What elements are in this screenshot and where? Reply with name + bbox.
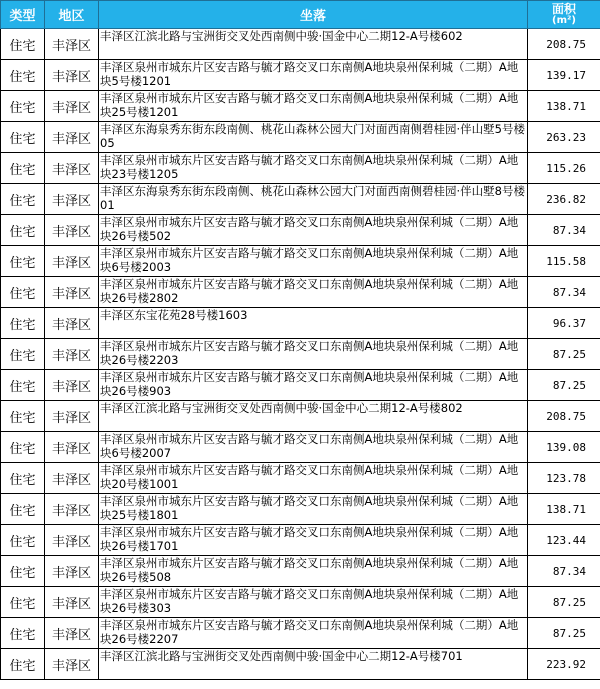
cell-area: 123.44 <box>528 525 600 556</box>
cell-district: 丰泽区 <box>45 649 99 680</box>
cell-area: 115.26 <box>528 153 600 184</box>
cell-type: 住宅 <box>1 308 45 339</box>
header-address: 坐落 <box>99 1 528 29</box>
cell-address: 丰泽区泉州市城东片区安吉路与毓才路交叉口东南侧A地块泉州保利城（二期）A地块26号楼508 <box>99 556 528 587</box>
cell-address: 丰泽区泉州市城东片区安吉路与毓才路交叉口东南侧A地块泉州保利城（二期）A地块6号楼2007 <box>99 432 528 463</box>
table-row <box>1 184 600 215</box>
cell-area: 208.75 <box>528 401 600 432</box>
cell-area: 87.34 <box>528 556 600 587</box>
cell-type: 住宅 <box>1 29 45 60</box>
cell-area: 208.75 <box>528 29 600 60</box>
table-row <box>1 401 600 432</box>
cell-type: 住宅 <box>1 215 45 246</box>
cell-address: 丰泽区东海泉秀东街东段南侧、桃花山森林公园大门对面西南侧碧桂园·伴山墅8号楼01 <box>99 184 528 215</box>
cell-area: 87.34 <box>528 215 600 246</box>
cell-district: 丰泽区 <box>45 339 99 370</box>
header-area-label: 面积 <box>551 1 576 16</box>
cell-district: 丰泽区 <box>45 370 99 401</box>
table-row <box>1 525 600 556</box>
cell-address: 丰泽区泉州市城东片区安吉路与毓才路交叉口东南侧A地块泉州保利城（二期）A地块25号楼1801 <box>99 494 528 525</box>
cell-area: 96.37 <box>528 308 600 339</box>
cell-type: 住宅 <box>1 370 45 401</box>
header-area <box>528 1 600 29</box>
table-row <box>1 29 600 60</box>
cell-address: 丰泽区泉州市城东片区安吉路与毓才路交叉口东南侧A地块泉州保利城（二期）A地块26号楼2207 <box>99 618 528 649</box>
cell-area: 223.92 <box>528 649 600 680</box>
cell-address: 丰泽区江滨北路与宝洲街交叉处西南侧中骏·国金中心二期12-A号楼802 <box>99 401 528 432</box>
cell-address: 丰泽区江滨北路与宝洲街交叉处西南侧中骏·国金中心二期12-A号楼701 <box>99 649 528 680</box>
cell-district: 丰泽区 <box>45 277 99 308</box>
header-row <box>1 1 600 29</box>
cell-area: 139.08 <box>528 432 600 463</box>
cell-area: 138.71 <box>528 494 600 525</box>
cell-address: 丰泽区东宝花苑28号楼1603 <box>99 308 528 339</box>
table-row <box>1 649 600 680</box>
cell-type: 住宅 <box>1 91 45 122</box>
cell-district: 丰泽区 <box>45 308 99 339</box>
table-row <box>1 60 600 91</box>
cell-type: 住宅 <box>1 153 45 184</box>
table-row <box>1 494 600 525</box>
header-type: 类型 <box>1 1 45 29</box>
table-row <box>1 277 600 308</box>
cell-area: 87.25 <box>528 339 600 370</box>
cell-district: 丰泽区 <box>45 587 99 618</box>
cell-district: 丰泽区 <box>45 618 99 649</box>
cell-address: 丰泽区泉州市城东片区安吉路与毓才路交叉口东南侧A地块泉州保利城（二期）A地块20号楼1001 <box>99 463 528 494</box>
cell-district: 丰泽区 <box>45 29 99 60</box>
cell-address: 丰泽区泉州市城东片区安吉路与毓才路交叉口东南侧A地块泉州保利城（二期）A地块26号楼2203 <box>99 339 528 370</box>
cell-address: 丰泽区东海泉秀东街东段南侧、桃花山森林公园大门对面西南侧碧桂园·伴山墅5号楼05 <box>99 122 528 153</box>
cell-district: 丰泽区 <box>45 153 99 184</box>
table-row <box>1 618 600 649</box>
cell-area: 87.25 <box>528 587 600 618</box>
cell-area: 138.71 <box>528 91 600 122</box>
table-row <box>1 370 600 401</box>
cell-type: 住宅 <box>1 277 45 308</box>
cell-area: 87.25 <box>528 370 600 401</box>
cell-district: 丰泽区 <box>45 432 99 463</box>
cell-type: 住宅 <box>1 246 45 277</box>
cell-address: 丰泽区泉州市城东片区安吉路与毓才路交叉口东南侧A地块泉州保利城（二期）A地块25号楼1201 <box>99 91 528 122</box>
header-area-unit: (m²) <box>552 14 576 26</box>
cell-type: 住宅 <box>1 525 45 556</box>
cell-type: 住宅 <box>1 494 45 525</box>
cell-area: 236.82 <box>528 184 600 215</box>
cell-address: 丰泽区泉州市城东片区安吉路与毓才路交叉口东南侧A地块泉州保利城（二期）A地块5号楼1201 <box>99 60 528 91</box>
cell-address: 丰泽区江滨北路与宝洲街交叉处西南侧中骏·国金中心二期12-A号楼602 <box>99 29 528 60</box>
cell-district: 丰泽区 <box>45 215 99 246</box>
table-row <box>1 308 600 339</box>
cell-type: 住宅 <box>1 618 45 649</box>
cell-address: 丰泽区泉州市城东片区安吉路与毓才路交叉口东南侧A地块泉州保利城（二期）A地块26号楼502 <box>99 215 528 246</box>
table-row <box>1 215 600 246</box>
cell-district: 丰泽区 <box>45 494 99 525</box>
cell-area: 263.23 <box>528 122 600 153</box>
cell-district: 丰泽区 <box>45 246 99 277</box>
cell-area: 87.25 <box>528 618 600 649</box>
cell-type: 住宅 <box>1 60 45 91</box>
table-body <box>1 29 600 680</box>
cell-type: 住宅 <box>1 184 45 215</box>
cell-area: 123.78 <box>528 463 600 494</box>
cell-area: 87.34 <box>528 277 600 308</box>
cell-type: 住宅 <box>1 587 45 618</box>
table-row <box>1 153 600 184</box>
cell-type: 住宅 <box>1 432 45 463</box>
cell-type: 住宅 <box>1 339 45 370</box>
cell-address: 丰泽区泉州市城东片区安吉路与毓才路交叉口东南侧A地块泉州保利城（二期）A地块23号楼1205 <box>99 153 528 184</box>
cell-address: 丰泽区泉州市城东片区安吉路与毓才路交叉口东南侧A地块泉州保利城（二期）A地块6号楼2003 <box>99 246 528 277</box>
cell-area: 115.58 <box>528 246 600 277</box>
cell-district: 丰泽区 <box>45 525 99 556</box>
cell-district: 丰泽区 <box>45 463 99 494</box>
cell-district: 丰泽区 <box>45 91 99 122</box>
table-row <box>1 432 600 463</box>
cell-address: 丰泽区泉州市城东片区安吉路与毓才路交叉口东南侧A地块泉州保利城（二期）A地块26号楼303 <box>99 587 528 618</box>
table-row <box>1 339 600 370</box>
table-row <box>1 463 600 494</box>
cell-district: 丰泽区 <box>45 60 99 91</box>
cell-address: 丰泽区泉州市城东片区安吉路与毓才路交叉口东南侧A地块泉州保利城（二期）A地块26号楼903 <box>99 370 528 401</box>
header-district: 地区 <box>45 1 99 29</box>
cell-area: 139.17 <box>528 60 600 91</box>
table-row <box>1 556 600 587</box>
cell-district: 丰泽区 <box>45 122 99 153</box>
table-row <box>1 91 600 122</box>
cell-type: 住宅 <box>1 556 45 587</box>
cell-type: 住宅 <box>1 463 45 494</box>
table-row <box>1 587 600 618</box>
cell-type: 住宅 <box>1 649 45 680</box>
cell-address: 丰泽区泉州市城东片区安吉路与毓才路交叉口东南侧A地块泉州保利城（二期）A地块26号楼2802 <box>99 277 528 308</box>
cell-district: 丰泽区 <box>45 556 99 587</box>
cell-district: 丰泽区 <box>45 401 99 432</box>
table-row <box>1 246 600 277</box>
cell-type: 住宅 <box>1 401 45 432</box>
cell-district: 丰泽区 <box>45 184 99 215</box>
table-row <box>1 122 600 153</box>
cell-type: 住宅 <box>1 122 45 153</box>
cell-address: 丰泽区泉州市城东片区安吉路与毓才路交叉口东南侧A地块泉州保利城（二期）A地块26号楼1701 <box>99 525 528 556</box>
table-header <box>1 1 600 29</box>
